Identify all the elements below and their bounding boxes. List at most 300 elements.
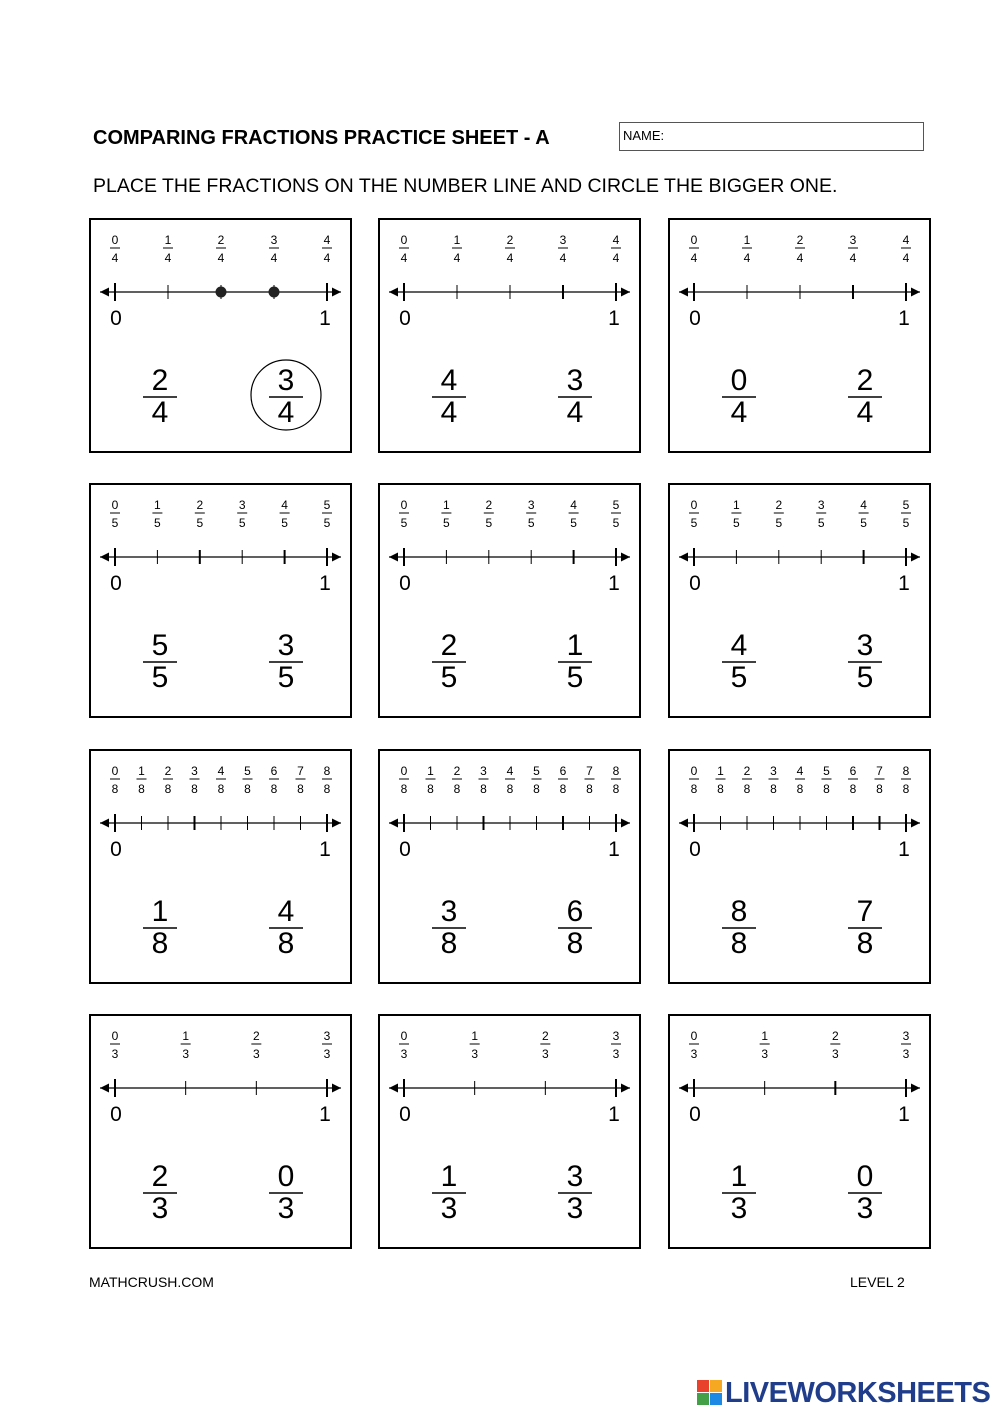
- problem-card: [89, 749, 352, 984]
- tick-fraction-label: [611, 233, 621, 265]
- tick-numerator: 1: [717, 764, 724, 778]
- tick-fraction-label: [795, 764, 805, 796]
- problem-card: [89, 1014, 352, 1249]
- tick-fraction-label: [731, 498, 741, 530]
- tick-numerator: 1: [154, 498, 161, 512]
- fraction-numerator: 3: [856, 629, 874, 662]
- fraction-denominator: 5: [856, 661, 874, 694]
- tick-fraction-label: [585, 764, 595, 796]
- fraction-denominator: 4: [440, 396, 458, 429]
- tick-denominator: 4: [217, 251, 225, 265]
- tick-denominator: 5: [323, 516, 331, 530]
- tick-fraction-label: [901, 1029, 911, 1061]
- tick-fraction-label: [689, 233, 699, 265]
- tick-denominator: 8: [796, 782, 804, 796]
- tick-denominator: 5: [570, 516, 577, 530]
- tick-fraction-label: [760, 1029, 770, 1061]
- tick-denominator: 8: [297, 782, 304, 796]
- right-arrow-icon: [911, 1084, 920, 1093]
- tick-numerator: 2: [743, 764, 751, 778]
- tick-denominator: 5: [775, 516, 783, 530]
- tick-denominator: 4: [111, 251, 119, 265]
- number-line-one-label: 1: [898, 1103, 910, 1126]
- number-line-zero-label: 0: [689, 838, 701, 861]
- tick-numerator: 2: [485, 498, 493, 512]
- tick-numerator: 0: [400, 498, 408, 512]
- tick-fraction-label: [152, 498, 162, 530]
- compare-fraction[interactable]: [143, 895, 177, 960]
- tick-fraction-label: [689, 1029, 699, 1061]
- tick-fraction-label: [848, 233, 858, 265]
- tick-numerator: 4: [506, 764, 514, 778]
- tick-numerator: 1: [453, 233, 461, 247]
- left-arrow-icon: [389, 553, 398, 562]
- number-line-figure: [380, 751, 639, 982]
- tick-numerator: 8: [612, 764, 620, 778]
- tick-numerator: 1: [182, 1029, 190, 1043]
- tick-denominator: 8: [612, 782, 620, 796]
- problem-card: [89, 483, 352, 718]
- fraction-numerator: 2: [440, 629, 458, 662]
- tick-fraction-label: [237, 498, 247, 530]
- tick-fraction-label: [505, 233, 515, 265]
- compare-fraction[interactable]: [269, 895, 303, 960]
- tick-fraction-label: [452, 764, 462, 796]
- tick-fraction-label: [479, 764, 489, 796]
- tick-fraction-label: [611, 1029, 621, 1061]
- tick-denominator: 8: [323, 782, 331, 796]
- number-line-figure: [670, 485, 929, 716]
- number-line-one-label: 1: [898, 307, 910, 330]
- compare-fraction[interactable]: [143, 1160, 177, 1225]
- problem-card: [378, 218, 641, 453]
- problem-card: [378, 749, 641, 984]
- tick-numerator: 7: [586, 764, 593, 778]
- compare-fraction[interactable]: [558, 629, 592, 694]
- fraction-numerator: 3: [566, 364, 584, 397]
- compare-fraction[interactable]: [269, 629, 303, 694]
- right-arrow-icon: [332, 1084, 341, 1093]
- tick-numerator: 2: [164, 764, 172, 778]
- tick-fraction-label: [110, 498, 120, 530]
- tick-denominator: 8: [427, 782, 434, 796]
- fraction-denominator: 3: [277, 1192, 295, 1225]
- left-arrow-icon: [389, 819, 398, 828]
- tick-fraction-label: [901, 498, 911, 530]
- tick-denominator: 8: [876, 782, 883, 796]
- tick-denominator: 5: [690, 516, 698, 530]
- compare-fraction[interactable]: [432, 1160, 466, 1225]
- tick-numerator: 2: [506, 233, 514, 247]
- tick-numerator: 7: [297, 764, 304, 778]
- right-arrow-icon: [621, 288, 630, 297]
- logo-square: [697, 1393, 709, 1405]
- left-arrow-icon: [389, 288, 398, 297]
- tick-fraction-label: [505, 764, 515, 796]
- name-field[interactable]: [619, 122, 924, 151]
- number-line-figure: [380, 1016, 639, 1247]
- compare-fraction[interactable]: [143, 629, 177, 694]
- fraction-numerator: 1: [151, 895, 169, 928]
- tick-numerator: 4: [281, 498, 288, 512]
- tick-denominator: 3: [323, 1047, 331, 1061]
- tick-numerator: 0: [111, 764, 119, 778]
- right-arrow-icon: [332, 819, 341, 828]
- tick-numerator: 0: [400, 764, 408, 778]
- tick-numerator: 0: [690, 233, 698, 247]
- tick-numerator: 3: [238, 498, 246, 512]
- tick-numerator: 2: [831, 1029, 839, 1043]
- tick-denominator: 4: [849, 251, 857, 265]
- tick-numerator: 1: [443, 498, 450, 512]
- compare-fraction[interactable]: [848, 1160, 882, 1225]
- fraction-denominator: 8: [566, 927, 584, 960]
- tick-fraction-label: [399, 498, 409, 530]
- tick-numerator: 5: [244, 764, 251, 778]
- tick-fraction-label: [163, 233, 173, 265]
- problem-card: [378, 1014, 641, 1249]
- tick-fraction-label: [322, 233, 332, 265]
- tick-denominator: 8: [270, 782, 278, 796]
- left-arrow-icon: [679, 553, 688, 562]
- tick-denominator: 4: [270, 251, 278, 265]
- tick-numerator: 0: [111, 233, 119, 247]
- tick-fraction-label: [399, 764, 409, 796]
- tick-numerator: 4: [796, 764, 804, 778]
- number-line-figure: [670, 1016, 929, 1247]
- tick-denominator: 5: [860, 516, 867, 530]
- number-line-figure: [91, 485, 350, 716]
- tick-fraction-label: [110, 764, 120, 796]
- tick-denominator: 4: [453, 251, 461, 265]
- number-line-figure: [380, 485, 639, 716]
- fraction-numerator: 2: [151, 364, 169, 397]
- compare-fraction[interactable]: [251, 360, 321, 430]
- problem-card: [668, 218, 931, 453]
- tick-numerator: 8: [902, 764, 910, 778]
- tick-fraction-label: [540, 1029, 550, 1061]
- tick-denominator: 3: [400, 1047, 408, 1061]
- liveworksheets-logo-icon: [697, 1380, 723, 1406]
- tick-denominator: 5: [733, 516, 740, 530]
- number-line-one-label: 1: [319, 1103, 331, 1126]
- fraction-denominator: 4: [856, 396, 874, 429]
- tick-fraction-label: [742, 233, 752, 265]
- tick-fraction-label: [452, 233, 462, 265]
- brand-name: LIVEWORKSHEETS: [725, 1377, 991, 1409]
- tick-denominator: 4: [743, 251, 751, 265]
- tick-denominator: 8: [480, 782, 487, 796]
- plotted-point[interactable]: [269, 287, 280, 298]
- tick-denominator: 3: [541, 1047, 549, 1061]
- tick-denominator: 3: [471, 1047, 479, 1061]
- tick-numerator: 3: [323, 1029, 331, 1043]
- compare-fraction[interactable]: [722, 629, 756, 694]
- tick-fraction-label: [269, 233, 279, 265]
- compare-fraction[interactable]: [143, 364, 177, 429]
- tick-denominator: 3: [252, 1047, 260, 1061]
- compare-fraction[interactable]: [558, 364, 592, 429]
- fraction-numerator: 3: [277, 364, 295, 397]
- tick-denominator: 5: [527, 516, 535, 530]
- tick-numerator: 6: [849, 764, 857, 778]
- number-line-zero-label: 0: [689, 572, 701, 595]
- tick-denominator: 3: [612, 1047, 620, 1061]
- right-arrow-icon: [332, 288, 341, 297]
- tick-denominator: 8: [217, 782, 225, 796]
- fraction-numerator: 1: [440, 1160, 458, 1193]
- tick-denominator: 8: [743, 782, 751, 796]
- tick-numerator: 5: [533, 764, 540, 778]
- tick-fraction-label: [251, 1029, 261, 1061]
- logo-square: [710, 1393, 722, 1405]
- tick-numerator: 0: [111, 498, 119, 512]
- tick-denominator: 8: [244, 782, 251, 796]
- tick-denominator: 5: [281, 516, 288, 530]
- number-line-one-label: 1: [608, 1103, 620, 1126]
- left-arrow-icon: [679, 819, 688, 828]
- tick-denominator: 5: [817, 516, 825, 530]
- tick-numerator: 1: [733, 498, 740, 512]
- right-arrow-icon: [621, 1084, 630, 1093]
- number-line-zero-label: 0: [399, 1103, 411, 1126]
- fraction-numerator: 0: [856, 1160, 874, 1193]
- tick-denominator: 3: [111, 1047, 119, 1061]
- fraction-denominator: 3: [856, 1192, 874, 1225]
- number-line-one-label: 1: [898, 572, 910, 595]
- fraction-numerator: 6: [566, 895, 584, 928]
- tick-denominator: 5: [238, 516, 246, 530]
- fraction-numerator: 4: [277, 895, 295, 928]
- right-arrow-icon: [621, 819, 630, 828]
- fraction-denominator: 8: [856, 927, 874, 960]
- tick-numerator: 4: [860, 498, 867, 512]
- fraction-denominator: 3: [440, 1192, 458, 1225]
- logo-square: [710, 1380, 722, 1392]
- right-arrow-icon: [911, 553, 920, 562]
- tick-denominator: 8: [849, 782, 857, 796]
- tick-numerator: 0: [400, 1029, 408, 1043]
- tick-denominator: 4: [796, 251, 804, 265]
- tick-numerator: 3: [770, 764, 777, 778]
- tick-fraction-label: [110, 233, 120, 265]
- tick-numerator: 1: [138, 764, 145, 778]
- right-arrow-icon: [621, 553, 630, 562]
- fraction-denominator: 5: [440, 661, 458, 694]
- tick-numerator: 4: [323, 233, 331, 247]
- number-line-zero-label: 0: [110, 307, 122, 330]
- tick-numerator: 2: [796, 233, 804, 247]
- left-arrow-icon: [100, 1084, 109, 1093]
- tick-fraction-label: [822, 764, 832, 796]
- number-line-figure: [91, 220, 350, 451]
- compare-fraction[interactable]: [558, 1160, 592, 1225]
- tick-fraction-label: [526, 498, 536, 530]
- tick-numerator: 2: [217, 233, 225, 247]
- tick-numerator: 3: [849, 233, 857, 247]
- number-line-figure: [91, 751, 350, 982]
- tick-numerator: 1: [427, 764, 434, 778]
- fraction-denominator: 4: [151, 396, 169, 429]
- tick-denominator: 3: [902, 1047, 910, 1061]
- tick-denominator: 8: [559, 782, 567, 796]
- compare-fraction[interactable]: [722, 895, 756, 960]
- tick-denominator: 4: [612, 251, 620, 265]
- tick-fraction-label: [484, 498, 494, 530]
- tick-numerator: 3: [902, 1029, 910, 1043]
- tick-fraction-label: [689, 498, 699, 530]
- tick-numerator: 0: [690, 498, 698, 512]
- number-line-zero-label: 0: [110, 838, 122, 861]
- tick-denominator: 5: [443, 516, 450, 530]
- tick-fraction-label: [689, 764, 699, 796]
- tick-fraction-label: [110, 1029, 120, 1061]
- number-line-figure: [91, 1016, 350, 1247]
- tick-fraction-label: [195, 498, 205, 530]
- tick-numerator: 3: [559, 233, 567, 247]
- tick-fraction-label: [569, 498, 579, 530]
- instructions: PLACE THE FRACTIONS ON THE NUMBER LINE AND CIRCLE THE BIGGER ONE.: [93, 175, 838, 197]
- plotted-point[interactable]: [216, 287, 227, 298]
- tick-numerator: 2: [453, 764, 461, 778]
- tick-fraction-label: [181, 1029, 191, 1061]
- tick-fraction-label: [441, 498, 451, 530]
- number-line-zero-label: 0: [399, 838, 411, 861]
- compare-fraction[interactable]: [848, 895, 882, 960]
- problem-card: [668, 483, 931, 718]
- fraction-denominator: 5: [566, 661, 584, 694]
- number-line-zero-label: 0: [399, 307, 411, 330]
- number-line-one-label: 1: [319, 838, 331, 861]
- tick-fraction-label: [795, 233, 805, 265]
- tick-fraction-label: [137, 764, 147, 796]
- tick-numerator: 0: [111, 1029, 119, 1043]
- fraction-numerator: 1: [730, 1160, 748, 1193]
- tick-fraction-label: [399, 1029, 409, 1061]
- fraction-numerator: 0: [277, 1160, 295, 1193]
- tick-numerator: 2: [541, 1029, 549, 1043]
- tick-denominator: 8: [823, 782, 830, 796]
- tick-numerator: 5: [823, 764, 830, 778]
- problem-card: [668, 749, 931, 984]
- compare-fraction[interactable]: [722, 1160, 756, 1225]
- tick-numerator: 1: [761, 1029, 769, 1043]
- tick-numerator: 4: [612, 233, 620, 247]
- right-arrow-icon: [911, 288, 920, 297]
- tick-fraction-label: [716, 764, 726, 796]
- compare-fraction[interactable]: [432, 895, 466, 960]
- number-line-one-label: 1: [608, 307, 620, 330]
- right-arrow-icon: [911, 819, 920, 828]
- compare-fraction[interactable]: [848, 364, 882, 429]
- tick-fraction-label: [816, 498, 826, 530]
- left-arrow-icon: [100, 553, 109, 562]
- tick-denominator: 8: [690, 782, 698, 796]
- fraction-denominator: 8: [277, 927, 295, 960]
- number-line-figure: [670, 220, 929, 451]
- fraction-denominator: 3: [151, 1192, 169, 1225]
- tick-fraction-label: [322, 498, 332, 530]
- tick-fraction-label: [769, 764, 779, 796]
- worksheet-title: COMPARING FRACTIONS PRACTICE SHEET - A: [93, 127, 550, 149]
- tick-fraction-label: [848, 764, 858, 796]
- tick-fraction-label: [532, 764, 542, 796]
- tick-numerator: 6: [270, 764, 278, 778]
- compare-fraction[interactable]: [432, 629, 466, 694]
- left-arrow-icon: [679, 288, 688, 297]
- tick-denominator: 4: [559, 251, 567, 265]
- tick-numerator: 5: [323, 498, 331, 512]
- logo-square: [697, 1380, 709, 1392]
- fraction-numerator: 5: [151, 629, 169, 662]
- tick-denominator: 8: [902, 782, 910, 796]
- compare-fraction[interactable]: [722, 364, 756, 429]
- fraction-numerator: 8: [730, 895, 748, 928]
- fraction-denominator: 5: [277, 661, 295, 694]
- number-line-zero-label: 0: [689, 307, 701, 330]
- tick-denominator: 8: [453, 782, 461, 796]
- tick-denominator: 4: [690, 251, 698, 265]
- fraction-numerator: 3: [566, 1160, 584, 1193]
- compare-fraction[interactable]: [848, 629, 882, 694]
- tick-denominator: 8: [586, 782, 593, 796]
- tick-fraction-label: [875, 764, 885, 796]
- fraction-denominator: 4: [277, 396, 295, 429]
- left-arrow-icon: [100, 288, 109, 297]
- tick-denominator: 3: [761, 1047, 769, 1061]
- tick-numerator: 5: [902, 498, 910, 512]
- left-arrow-icon: [389, 1084, 398, 1093]
- tick-denominator: 5: [485, 516, 493, 530]
- tick-denominator: 8: [506, 782, 514, 796]
- tick-denominator: 3: [831, 1047, 839, 1061]
- tick-numerator: 3: [270, 233, 278, 247]
- tick-fraction-label: [558, 764, 568, 796]
- tick-denominator: 5: [612, 516, 620, 530]
- tick-numerator: 2: [775, 498, 783, 512]
- tick-denominator: 4: [400, 251, 408, 265]
- tick-fraction-label: [216, 764, 226, 796]
- fraction-numerator: 3: [440, 895, 458, 928]
- number-line-figure: [670, 751, 929, 982]
- fraction-denominator: 4: [566, 396, 584, 429]
- compare-fraction[interactable]: [269, 1160, 303, 1225]
- tick-numerator: 6: [559, 764, 567, 778]
- tick-numerator: 4: [902, 233, 910, 247]
- number-line-one-label: 1: [319, 572, 331, 595]
- tick-fraction-label: [901, 764, 911, 796]
- tick-numerator: 2: [252, 1029, 260, 1043]
- tick-denominator: 8: [533, 782, 540, 796]
- tick-fraction-label: [611, 764, 621, 796]
- tick-numerator: 3: [817, 498, 825, 512]
- tick-fraction-label: [774, 498, 784, 530]
- tick-denominator: 5: [154, 516, 161, 530]
- tick-fraction-label: [280, 498, 290, 530]
- tick-denominator: 8: [111, 782, 119, 796]
- fraction-denominator: 3: [566, 1192, 584, 1225]
- number-line-zero-label: 0: [110, 1103, 122, 1126]
- name-label: NAME:: [623, 128, 665, 143]
- tick-numerator: 3: [480, 764, 487, 778]
- number-line-one-label: 1: [319, 307, 331, 330]
- tick-numerator: 2: [196, 498, 204, 512]
- right-arrow-icon: [332, 553, 341, 562]
- compare-fraction[interactable]: [432, 364, 466, 429]
- compare-fraction[interactable]: [558, 895, 592, 960]
- tick-fraction-label: [399, 233, 409, 265]
- tick-fraction-label: [216, 233, 226, 265]
